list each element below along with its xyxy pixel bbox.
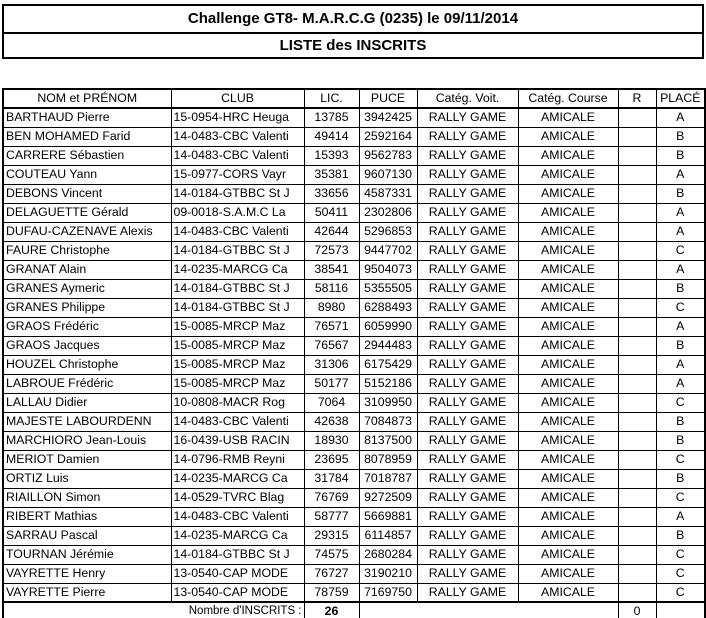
col-header-club: CLUB xyxy=(171,89,304,108)
entrant-club: 14-0235-MARCG Ca xyxy=(171,260,304,279)
entrant-licence: 8980 xyxy=(304,298,359,317)
entrant-chip: 7169750 xyxy=(359,583,417,602)
entrant-group: C xyxy=(656,583,705,602)
entrant-chip: 3942425 xyxy=(359,108,417,127)
entrant-name: DUFAU-CAZENAVE Alexis xyxy=(3,222,171,241)
document-title: Challenge GT8- M.A.R.C.G (0235) le 09/11/2014 xyxy=(4,6,702,34)
entrant-licence: 23695 xyxy=(304,450,359,469)
entrant-race-category: AMICALE xyxy=(518,564,618,583)
entrant-group: A xyxy=(656,374,705,393)
table-row xyxy=(3,450,705,469)
col-header-name: NOM et PRÉNOM xyxy=(3,89,171,108)
entrant-licence: 31784 xyxy=(304,469,359,488)
entrant-chip: 5152186 xyxy=(359,374,417,393)
entrant-club: 13-0540-CAP MODE xyxy=(171,564,304,583)
table-row xyxy=(3,583,705,602)
entrant-chip: 2944483 xyxy=(359,336,417,355)
entrant-name: SARRAU Pascal xyxy=(3,526,171,545)
entrant-chip: 4587331 xyxy=(359,184,417,203)
entrant-group: B xyxy=(656,127,705,146)
entrant-r xyxy=(618,298,656,317)
entrant-chip: 6175429 xyxy=(359,355,417,374)
entrant-car-category: RALLY GAME xyxy=(417,184,518,203)
entrant-name: GRAOS Jacques xyxy=(3,336,171,355)
document-header xyxy=(2,4,704,59)
entrant-r xyxy=(618,279,656,298)
table-row xyxy=(3,260,705,279)
entrant-race-category: AMICALE xyxy=(518,298,618,317)
entrant-car-category: RALLY GAME xyxy=(417,146,518,165)
entrant-chip: 8137500 xyxy=(359,431,417,450)
entrant-r xyxy=(618,355,656,374)
entrant-licence: 78759 xyxy=(304,583,359,602)
entrant-car-category: RALLY GAME xyxy=(417,583,518,602)
entrant-licence: 38541 xyxy=(304,260,359,279)
entrant-licence: 42644 xyxy=(304,222,359,241)
entrant-car-category: RALLY GAME xyxy=(417,488,518,507)
entrant-club: 15-0977-CORS Vayr xyxy=(171,165,304,184)
table-row xyxy=(3,127,705,146)
entrant-name: MERIOT Damien xyxy=(3,450,171,469)
entrant-r xyxy=(618,488,656,507)
entrant-race-category: AMICALE xyxy=(518,488,618,507)
entrant-club: 14-0796-RMB Reyni xyxy=(171,450,304,469)
entrant-count: 26 xyxy=(304,602,359,618)
entrant-r xyxy=(618,469,656,488)
entrant-chip: 9607130 xyxy=(359,165,417,184)
table-row xyxy=(3,317,705,336)
entrant-group: C xyxy=(656,488,705,507)
entrant-car-category: RALLY GAME xyxy=(417,431,518,450)
table-row xyxy=(3,298,705,317)
entrant-r xyxy=(618,108,656,127)
table-row xyxy=(3,488,705,507)
entrant-group: C xyxy=(656,450,705,469)
entrant-club: 15-0085-MRCP Maz xyxy=(171,336,304,355)
table-row xyxy=(3,507,705,526)
entrant-car-category: RALLY GAME xyxy=(417,336,518,355)
document-subtitle: LISTE des INSCRITS xyxy=(279,37,427,54)
entrant-car-category: RALLY GAME xyxy=(417,108,518,127)
entrant-name: HOUZEL Christophe xyxy=(3,355,171,374)
entrant-group: C xyxy=(656,241,705,260)
entrant-licence: 76571 xyxy=(304,317,359,336)
entrant-club: 15-0954-HRC Heuga xyxy=(171,108,304,127)
entrant-car-category: RALLY GAME xyxy=(417,317,518,336)
entrant-car-category: RALLY GAME xyxy=(417,374,518,393)
entrant-group: C xyxy=(656,564,705,583)
entrant-group: A xyxy=(656,355,705,374)
entrant-r xyxy=(618,450,656,469)
entrant-group: B xyxy=(656,469,705,488)
entrant-club: 15-0085-MRCP Maz xyxy=(171,355,304,374)
entrant-group: C xyxy=(656,298,705,317)
col-header-r: R xyxy=(618,89,656,108)
entrant-club: 14-0483-CBC Valenti xyxy=(171,127,304,146)
entrant-group: A xyxy=(656,317,705,336)
entrant-licence: 35381 xyxy=(304,165,359,184)
entrant-race-category: AMICALE xyxy=(518,412,618,431)
entrant-race-category: AMICALE xyxy=(518,222,618,241)
entrant-car-category: RALLY GAME xyxy=(417,279,518,298)
entrant-name: VAYRETTE Pierre xyxy=(3,583,171,602)
entrant-car-category: RALLY GAME xyxy=(417,241,518,260)
entrant-chip: 5355505 xyxy=(359,279,417,298)
entrant-name: ORTIZ Luis xyxy=(3,469,171,488)
entrant-car-category: RALLY GAME xyxy=(417,222,518,241)
entrant-car-category: RALLY GAME xyxy=(417,450,518,469)
table-row xyxy=(3,469,705,488)
entrant-chip: 7018787 xyxy=(359,469,417,488)
table-row xyxy=(3,526,705,545)
entrant-chip: 7084873 xyxy=(359,412,417,431)
entrant-race-category: AMICALE xyxy=(518,203,618,222)
entrant-group: B xyxy=(656,526,705,545)
table-row xyxy=(3,412,705,431)
entrant-chip: 9562783 xyxy=(359,146,417,165)
entrant-group: B xyxy=(656,146,705,165)
entrant-group: C xyxy=(656,545,705,564)
entrant-race-category: AMICALE xyxy=(518,317,618,336)
entrant-name: COUTEAU Yann xyxy=(3,165,171,184)
table-row xyxy=(3,222,705,241)
entrant-club: 14-0184-GTBBC St J xyxy=(171,241,304,260)
entrant-club: 14-0483-CBC Valenti xyxy=(171,146,304,165)
entrant-car-category: RALLY GAME xyxy=(417,545,518,564)
entrant-chip: 8078959 xyxy=(359,450,417,469)
entrant-licence: 76769 xyxy=(304,488,359,507)
entrant-licence: 50411 xyxy=(304,203,359,222)
entrant-car-category: RALLY GAME xyxy=(417,564,518,583)
entrant-club: 09-0018-S.A.M.C La xyxy=(171,203,304,222)
entrant-name: MARCHIORO Jean-Louis xyxy=(3,431,171,450)
entrant-r xyxy=(618,583,656,602)
entrant-car-category: RALLY GAME xyxy=(417,469,518,488)
entrant-licence: 31306 xyxy=(304,355,359,374)
entrant-chip: 9447702 xyxy=(359,241,417,260)
table-row xyxy=(3,336,705,355)
entrant-r xyxy=(618,336,656,355)
entrant-race-category: AMICALE xyxy=(518,450,618,469)
entrant-car-category: RALLY GAME xyxy=(417,507,518,526)
entrant-race-category: AMICALE xyxy=(518,469,618,488)
entrant-club: 14-0184-GTBBC St J xyxy=(171,545,304,564)
entrant-r xyxy=(618,184,656,203)
entrant-name: LABROUE Frédéric xyxy=(3,374,171,393)
entrant-car-category: RALLY GAME xyxy=(417,203,518,222)
entrant-group: A xyxy=(656,165,705,184)
entrant-race-category: AMICALE xyxy=(518,165,618,184)
entrant-r xyxy=(618,545,656,564)
entrant-race-category: AMICALE xyxy=(518,260,618,279)
col-header-place: PLACÉ xyxy=(656,89,705,108)
entrant-r xyxy=(618,526,656,545)
entrant-name: VAYRETTE Henry xyxy=(3,564,171,583)
entrant-licence: 74575 xyxy=(304,545,359,564)
entrant-club: 15-0085-MRCP Maz xyxy=(171,374,304,393)
entrant-licence: 76567 xyxy=(304,336,359,355)
entrant-club: 14-0529-TVRC Blag xyxy=(171,488,304,507)
entrant-group: A xyxy=(656,108,705,127)
table-row xyxy=(3,146,705,165)
entrant-r xyxy=(618,127,656,146)
entrant-chip: 2302806 xyxy=(359,203,417,222)
entrant-race-category: AMICALE xyxy=(518,355,618,374)
entrant-name: RIAILLON Simon xyxy=(3,488,171,507)
table-row xyxy=(3,241,705,260)
entrant-name: RIBERT Mathias xyxy=(3,507,171,526)
table-row xyxy=(3,165,705,184)
table-body xyxy=(3,108,705,602)
entrant-name: TOURNAN Jérémie xyxy=(3,545,171,564)
entrant-name: GRANAT Alain xyxy=(3,260,171,279)
entrant-r xyxy=(618,374,656,393)
entrant-race-category: AMICALE xyxy=(518,184,618,203)
table-row xyxy=(3,545,705,564)
entrant-licence: 15393 xyxy=(304,146,359,165)
entrant-race-category: AMICALE xyxy=(518,583,618,602)
entrant-r xyxy=(618,222,656,241)
entrant-name: FAURE Christophe xyxy=(3,241,171,260)
entrant-r xyxy=(618,393,656,412)
entrants-table xyxy=(2,88,706,618)
entrant-club: 14-0184-GTBBC St J xyxy=(171,298,304,317)
table-row xyxy=(3,393,705,412)
entrant-group: B xyxy=(656,336,705,355)
entrant-race-category: AMICALE xyxy=(518,507,618,526)
entrant-name: GRANES Philippe xyxy=(3,298,171,317)
entrant-name: GRAOS Frédéric xyxy=(3,317,171,336)
entrant-r xyxy=(618,165,656,184)
entrant-licence: 29315 xyxy=(304,526,359,545)
entrant-race-category: AMICALE xyxy=(518,526,618,545)
table-row xyxy=(3,431,705,450)
entrant-race-category: AMICALE xyxy=(518,108,618,127)
entrant-car-category: RALLY GAME xyxy=(417,260,518,279)
entrant-club: 14-0235-MARCG Ca xyxy=(171,526,304,545)
entrant-chip: 5669881 xyxy=(359,507,417,526)
entrant-club: 14-0483-CBC Valenti xyxy=(171,222,304,241)
col-header-cat-voit: Catég. Voit. xyxy=(417,89,518,108)
entrant-licence: 49414 xyxy=(304,127,359,146)
entrant-group: B xyxy=(656,412,705,431)
entrant-licence: 42638 xyxy=(304,412,359,431)
entrant-club: 15-0085-MRCP Maz xyxy=(171,317,304,336)
entrant-club: 14-0184-GTBBC St J xyxy=(171,184,304,203)
entrant-r xyxy=(618,412,656,431)
entrant-group: A xyxy=(656,260,705,279)
entrant-licence: 50177 xyxy=(304,374,359,393)
entrant-name: DELAGUETTE Gérald xyxy=(3,203,171,222)
entrant-chip: 5296853 xyxy=(359,222,417,241)
entrant-group: A xyxy=(656,203,705,222)
entrant-chip: 9272509 xyxy=(359,488,417,507)
entrant-chip: 6114857 xyxy=(359,526,417,545)
entrant-race-category: AMICALE xyxy=(518,127,618,146)
entrant-r xyxy=(618,146,656,165)
entrant-car-category: RALLY GAME xyxy=(417,165,518,184)
footer-spacer-end xyxy=(656,602,705,618)
entrant-group: B xyxy=(656,431,705,450)
entrant-group: C xyxy=(656,393,705,412)
entrant-race-category: AMICALE xyxy=(518,279,618,298)
entrant-car-category: RALLY GAME xyxy=(417,412,518,431)
entrant-club: 14-0184-GTBBC St J xyxy=(171,279,304,298)
entrant-race-category: AMICALE xyxy=(518,431,618,450)
entrant-group: B xyxy=(656,279,705,298)
entrant-r xyxy=(618,564,656,583)
entrant-car-category: RALLY GAME xyxy=(417,355,518,374)
table-row xyxy=(3,108,705,127)
col-header-lic: LIC. xyxy=(304,89,359,108)
entrant-licence: 33656 xyxy=(304,184,359,203)
entrant-chip: 2592164 xyxy=(359,127,417,146)
entrant-race-category: AMICALE xyxy=(518,146,618,165)
entrant-group: A xyxy=(656,222,705,241)
table-row xyxy=(3,374,705,393)
entrant-race-category: AMICALE xyxy=(518,241,618,260)
r-total: 0 xyxy=(618,602,656,618)
entrant-race-category: AMICALE xyxy=(518,393,618,412)
entrant-race-category: AMICALE xyxy=(518,336,618,355)
entrant-chip: 2680284 xyxy=(359,545,417,564)
entrant-r xyxy=(618,203,656,222)
entrant-club: 13-0540-CAP MODE xyxy=(171,583,304,602)
entrant-group: A xyxy=(656,507,705,526)
table-row xyxy=(3,355,705,374)
entrant-chip: 9504073 xyxy=(359,260,417,279)
entrant-name: BARTHAUD Pierre xyxy=(3,108,171,127)
entrant-club: 14-0235-MARCG Ca xyxy=(171,469,304,488)
entrant-licence: 18930 xyxy=(304,431,359,450)
entrant-car-category: RALLY GAME xyxy=(417,298,518,317)
table-row xyxy=(3,564,705,583)
entrant-car-category: RALLY GAME xyxy=(417,393,518,412)
entrant-club: 14-0483-CBC Valenti xyxy=(171,507,304,526)
entrant-name: MAJESTE LABOURDENN xyxy=(3,412,171,431)
table-footer-row xyxy=(3,602,705,618)
entrant-licence: 76727 xyxy=(304,564,359,583)
table-header-row xyxy=(3,89,705,108)
entrant-group: B xyxy=(656,184,705,203)
entrant-licence: 58777 xyxy=(304,507,359,526)
entrant-count-label: Nombre d'INSCRITS : xyxy=(3,602,304,618)
col-header-cat-course: Catég. Course xyxy=(518,89,618,108)
footer-spacer xyxy=(359,602,618,618)
entrant-car-category: RALLY GAME xyxy=(417,526,518,545)
entrant-name: LALLAU Didier xyxy=(3,393,171,412)
entrant-r xyxy=(618,507,656,526)
entrant-club: 14-0483-CBC Valenti xyxy=(171,412,304,431)
entrant-name: BEN MOHAMED Farid xyxy=(3,127,171,146)
entrant-club: 16-0439-USB RACIN xyxy=(171,431,304,450)
entrant-chip: 6288493 xyxy=(359,298,417,317)
entrant-licence: 13785 xyxy=(304,108,359,127)
table-row xyxy=(3,279,705,298)
entrant-licence: 7064 xyxy=(304,393,359,412)
entrant-car-category: RALLY GAME xyxy=(417,127,518,146)
entrant-r xyxy=(618,241,656,260)
col-header-puce: PUCE xyxy=(359,89,417,108)
entrant-name: CARRERE Sébastien xyxy=(3,146,171,165)
entrant-chip: 3109950 xyxy=(359,393,417,412)
entrant-licence: 72573 xyxy=(304,241,359,260)
entrant-licence: 58116 xyxy=(304,279,359,298)
entrant-race-category: AMICALE xyxy=(518,545,618,564)
entrant-chip: 6059990 xyxy=(359,317,417,336)
table-row xyxy=(3,184,705,203)
entrant-club: 10-0808-MACR Rog xyxy=(171,393,304,412)
entrant-chip: 3190210 xyxy=(359,564,417,583)
entrant-r xyxy=(618,431,656,450)
entrant-r xyxy=(618,260,656,279)
entrant-name: GRANES Aymeric xyxy=(3,279,171,298)
table-row xyxy=(3,203,705,222)
entrant-name: DEBONS Vincent xyxy=(3,184,171,203)
entrant-race-category: AMICALE xyxy=(518,374,618,393)
entrant-r xyxy=(618,317,656,336)
